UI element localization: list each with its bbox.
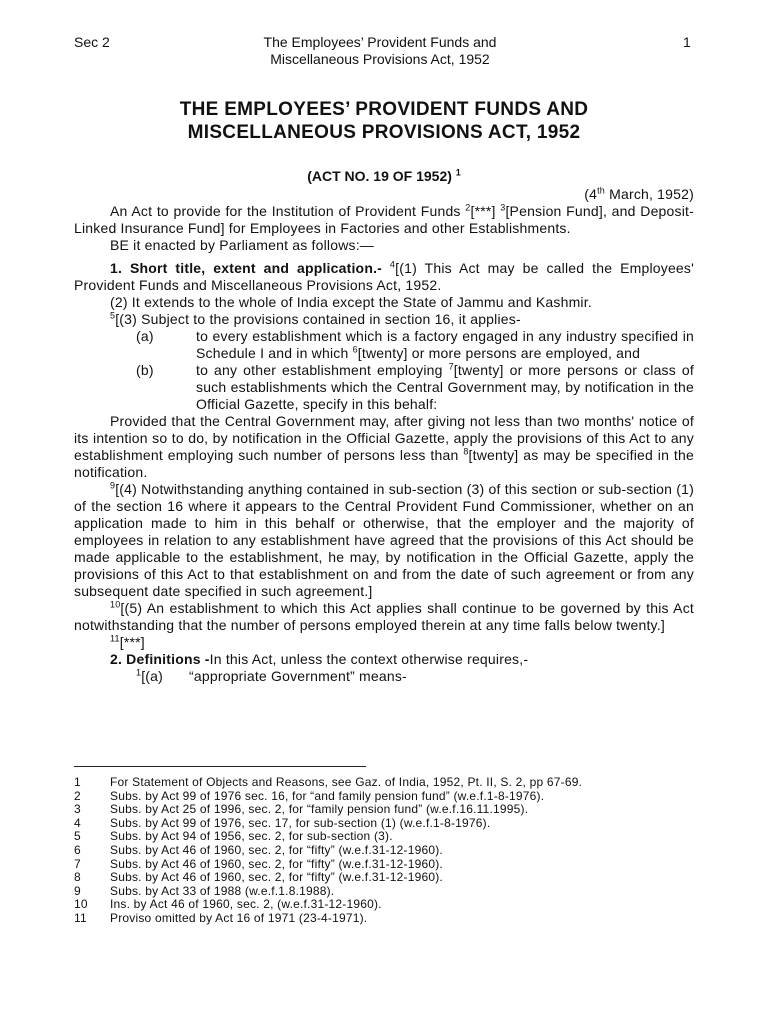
footnote-number: 9 [74,883,81,898]
footnote-ref: 9 [110,480,116,491]
footnote-ref: 2 [465,202,471,213]
footnote-ref: 1 [455,167,461,178]
clause-a [74,328,694,362]
running-header-section: Sec 2 [74,34,110,50]
footnote-item [74,912,694,926]
subsection-1-3: $^5$[(3) Subject to the provisions contained in section 16, it applies- [110,310,521,327]
footnote-text: Subs. by Act 99 of 1976 sec. 16, for “and family pension fund” (w.e.f.1-8-1976). [110,788,545,803]
footnote-item [74,776,694,790]
enactment-date: (4th March, 1952) [584,185,694,202]
clause-text: to any other establishment employing $^7$[twenty] or more persons or class of such establishments which the Central Government may, by notification in the Official Gazette, specify in this behalf: [196,361,694,412]
footnote-ref: 1 [136,667,142,678]
footnote-item [74,871,694,885]
running-header-title [200,34,560,68]
clause-text: to every establishment which is a factory engaged in any industry specified in Schedule I and in which $^6$[twenty] or more persons are employed, and [196,328,694,361]
footnote-item [74,830,694,844]
footnote-ref: 6 [352,344,358,355]
act-body [74,186,694,685]
footnote-item [74,817,694,831]
section-1: 1. Short title, extent and application.- $^4$[(1) This Act may be called the Employees' Provident Funds and Miscellaneous Provisions Act, 1952. [74,259,694,293]
footnote-number: 2 [74,788,81,803]
footnote-ref: 11 [110,633,120,644]
footnote-text: For Statement of Objects and Reasons, see Gaz. of India, 1952, Pt. II, S. 2, pp 67-69. [110,775,583,789]
footnote-ref: 5 [110,310,116,321]
footnote-text: Subs. by Act 46 of 1960, sec. 2, for “fifty” (w.e.f.31-12-1960). [110,856,443,871]
subsection-1-4: $^9$[(4) Notwithstanding anything contained in sub-section (3) of this section or sub-section (1) of the section 16 where it appears to the Central Provident Fund Commissioner, whether on an application made to him in this behalf or otherwise, that the employer and the majority of employees in relation to any establishment have agreed that the provisions of this Act should be made applicable to the establishment, he may, by notification in the Official Gazette, apply the provisions of this Act to that establishment on and from the date of such agreement or from any subsequent date specified in such agreement.] [74,480,694,599]
footnote-number: 1 [74,775,81,789]
footnote-ref: 4 [389,259,396,270]
clause-b [74,362,694,413]
definition-a: $^1$[(a) “appropriate Government” means- [136,667,407,684]
footnote-separator [74,766,366,767]
footnote-number: 11 [74,910,87,925]
footnote-number: 7 [74,856,81,871]
title-line1: THE EMPLOYEES’ PROVIDENT FUNDS AND [179,99,589,120]
footnote-text: Proviso omitted by Act 16 of 1971 (23-4-1971). [110,910,368,925]
footnote-text: Subs. by Act 46 of 1960, sec. 2, for “fifty” (w.e.f.31-12-1960). [110,842,443,857]
section-heading: 2. Definitions - [110,651,210,667]
footnote-ref: 3 [500,202,506,213]
footnote-item [74,898,694,912]
running-header-line1: The Employees’ Provident Funds and [263,34,497,50]
footnote-text: Subs. by Act 46 of 1960, sec. 2, for “fifty” (w.e.f.31-12-1960). [110,870,443,885]
footnote-number: 6 [74,842,81,857]
section-heading: 1. Short title, extent and application.- [110,260,383,276]
section-2: 2. Definitions -In this Act, unless the context otherwise requires,- [110,651,529,667]
title-line2: MISCELLANEOUS PROVISIONS ACT, 1952 [187,122,581,143]
clause-label: (b) [136,362,154,378]
act-number-text: (ACT NO. 19 OF 1952) [307,168,452,184]
running-header-line2: Miscellaneous Provisions Act, 1952 [270,51,490,67]
preamble: An Act to provide for the Institution of Provident Funds $^2$[***] $^3$[Pension Fund], and Deposit-Linked Insurance Fund] for Employees in Factories and other Establishments. [74,202,694,236]
footnote-number: 5 [74,829,81,844]
enacting-formula: BE it enacted by Parliament as follows:— [110,237,375,253]
footnote-item [74,790,694,804]
footnote-text: Ins. by Act 46 of 1960, sec. 2, (w.e.f.31-12-1960). [110,897,382,912]
subsection-1-2: (2) It extends to the whole of India except the State of Jammu and Kashmir. [110,294,592,310]
document-title [90,98,678,144]
footnote-item [74,858,694,872]
footnote-ref: 7 [448,361,454,372]
footnote-number: 8 [74,870,81,885]
footnote-number: 4 [74,815,81,830]
footnote-number: 3 [74,802,81,817]
footnotes [74,776,694,926]
footnote-number: 10 [74,897,88,912]
footnote-text: Subs. by Act 99 of 1976, sec. 17, for sub-section (1) (w.e.f.1-8-1976). [110,815,491,830]
subsection-1-5: $^{10}$[(5) An establishment to which this Act applies shall continue to be governed by this Act notwithstanding that the number of persons employed therein at any time falls below twenty.] [74,599,694,633]
footnote-ref: 8 [463,446,469,457]
act-number [74,168,694,184]
omitted-proviso: $^{11}$[***] [110,633,145,650]
clause-label: (a) [136,328,154,344]
footnote-text: Subs. by Act 94 of 1956, sec. 2, for sub-section (3). [110,829,393,844]
footnote-item [74,885,694,899]
footnote-text: Subs. by Act 33 of 1988 (w.e.f.1.8.1988). [110,883,335,898]
footnote-item [74,803,694,817]
footnote-item [74,844,694,858]
page-number: 1 [683,34,691,50]
footnote-ref: 10 [110,599,121,610]
proviso: Provided that the Central Government may, after giving not less than two months' notice of its intention so to do, by notification in the Official Gazette, apply the provisions of this Act to any establishment employing such number of persons less than $^8$[twenty] as may be specified in the notification. [74,413,694,480]
footnote-text: Subs. by Act 25 of 1996, sec. 2, for “family pension fund” (w.e.f.16.11.1995). [110,802,529,817]
